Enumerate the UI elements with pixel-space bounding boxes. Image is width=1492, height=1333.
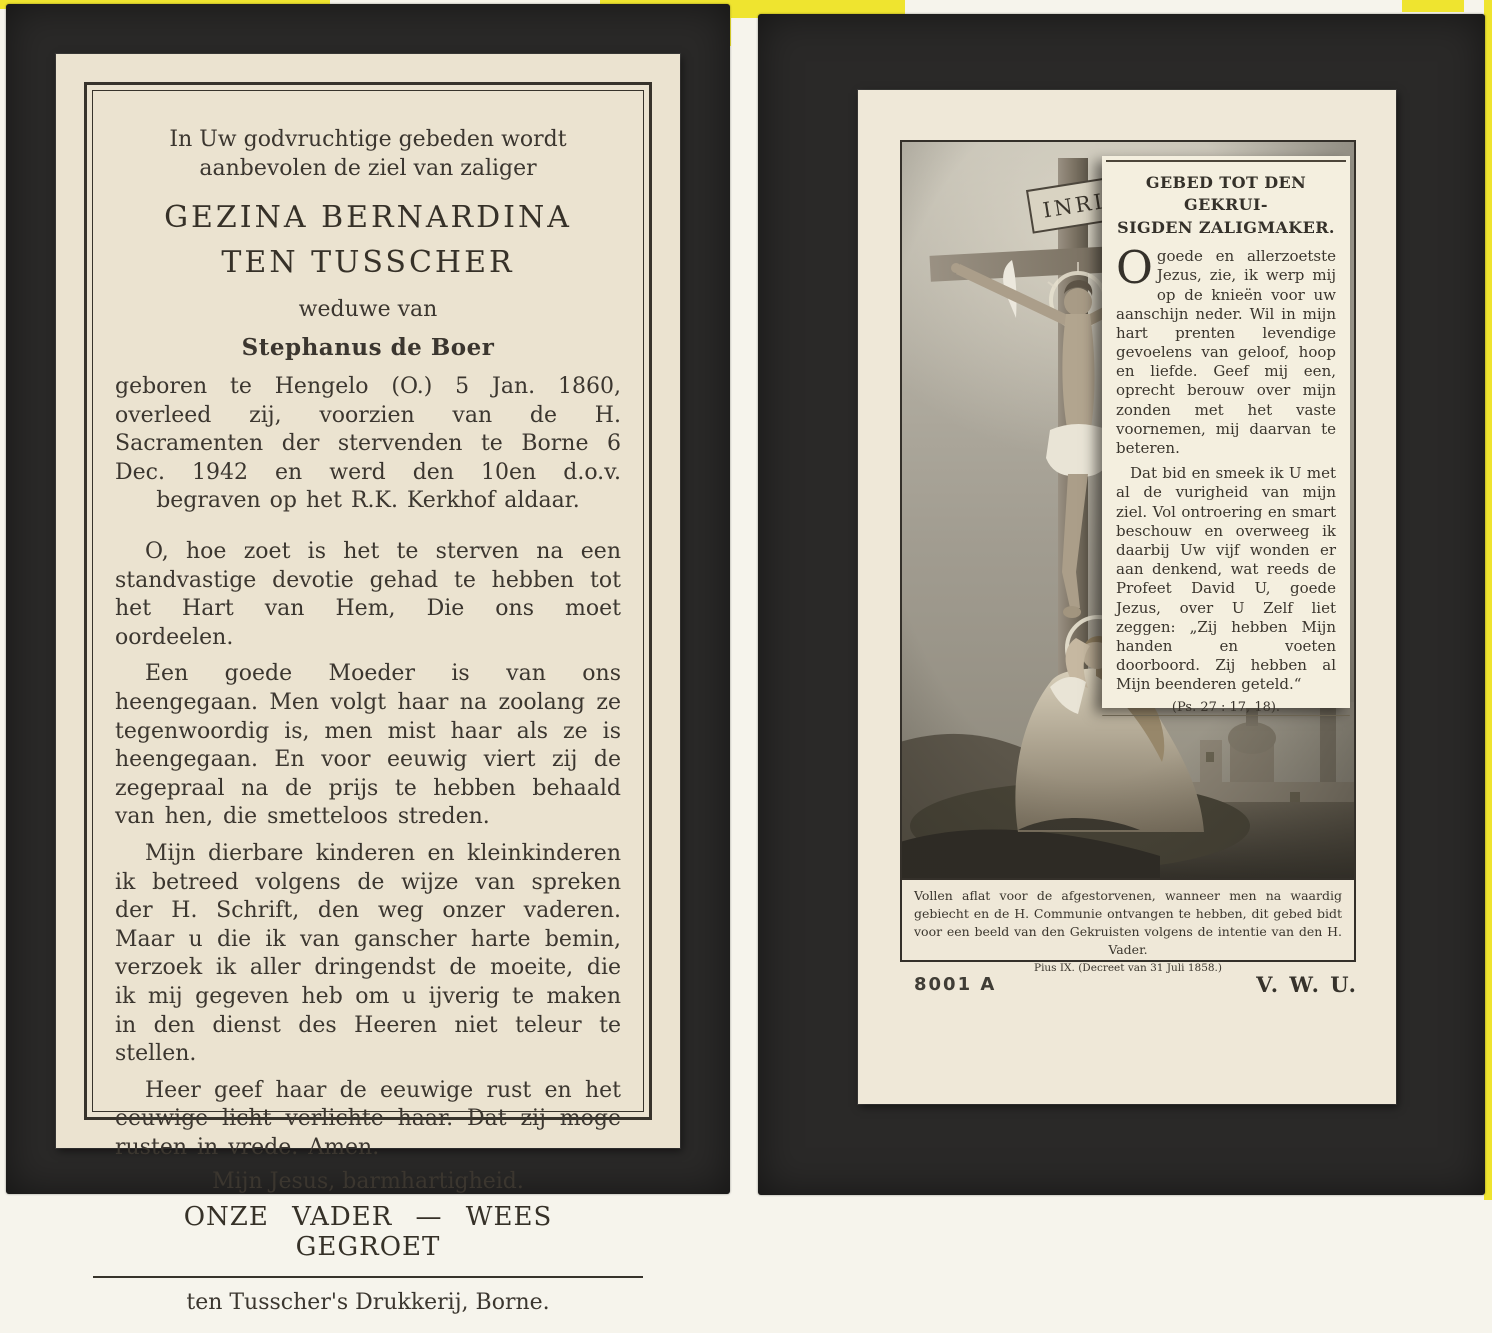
widow-label: weduwe van [298,297,438,323]
publisher-row [914,972,1358,997]
prayer-paragraph-1 [1102,239,1350,458]
memorial-paragraph: Heer geef haar de eeuwige rust en het eeuwige licht verlichte haar. Dat zij moge rusten in vrede. Amen. [115,1077,621,1160]
intro-text: In Uw godvruchtige gebeden wordt aanbevolen de ziel van zaliger [169,127,567,182]
front-paper [56,54,680,1315]
deceased-name-line1: GEZINA BERNARDINA [164,200,572,236]
prayers-line: ONZE VADER — WEES GEGROET [183,1201,553,1262]
memorial-paragraph: Mijn dierbare kinderen en kleinkinderen ik betreed volgens de wijze van spreken der H. Schrift, den weg onzer vaderen. Maar u die ik van ganscher harte bemin, verzoek ik aller dringendst de moeite, die ik mij gegeven heb om u ijverig te maken in den dienst des Heeren niet teleur te stellen. [115,840,621,1067]
prayer-scroll [1102,156,1350,716]
scroll-top-ornament [1106,160,1346,162]
ornamental-frame-inner [92,90,644,1315]
publisher-mark: V. W. U. [1256,972,1358,997]
scan-edge-artifact [1484,0,1492,1200]
drop-cap: O [1116,241,1153,295]
husband-name: Stephanus de Boer [241,334,495,362]
psalm-reference: (Ps. 27 : 17, 18). [1171,700,1281,716]
prayer-title-line1: GEBED TOT DEN GEKRUI- [1145,173,1307,215]
prayer-paragraph-2: Dat bid en smeek ik U met al de vurigheid van mijn ziel. Vol ontroering en smart beschouw en overweeg ik daarbij Uw vijf wonden er aan denkend, wat reeds de Profeet David U, goede Jezus, over U Zelf liet zeggen: „Zij hebben Mijn handen en voeten doorboord. Zij hebben al Mijn beenderen geteld.“ [1116,464,1336,694]
printer-credit: ten Tusscher's Drukkerij, Borne. [93,1276,643,1333]
prayer-text-1: goede en allerzoetste Jezus, zie, ik werp mij op de knieën voor uw aanschijn neder. Wil in mijn hart prenten levendige gevoelens van geloof, hoop en liefde. Geef mij een, oprecht berouw over mijn zonden met het vaste voornemen, mij daarvan te beteren. [1116,247,1336,458]
memorial-paragraph: Een goede Moeder is van ons heengegaan. Men volgt haar na zoolang ze tegenwoordig is, men mist haar als ze is heengegaan. En voor eeuwig viert zij de zegepraal na de prijs te hebben behaald van hen, die smetteloos streden. [115,661,621,830]
memorial-card-back [758,14,1485,1195]
indulgence-reference: Pius IX. (Decreet van 31 Juli 1858.) [1034,961,1222,974]
biography-text: geboren te Hengelo (O.) 5 Jan. 1860, overleed zij, voorzien van de H. Sacramenten der stervenden te Borne 6 Dec. 1942 en werd den 10en d.o.v. begraven op het R.K. Kerkhof aldaar. [115,374,621,514]
ornamental-frame-outer [84,82,652,1315]
mercy-invocation: Mijn Jesus, barmhartigheid. [212,1168,524,1194]
crucifixion-scene [902,142,1354,878]
deceased-name-line2: TEN TUSSCHER [221,245,515,281]
indulgence-text: Vollen aflat voor de afgestorvenen, wanneer men na waardig gebiecht en de H. Communie ontvangen te hebben, dit gebed bidt voor een beeld van den Gekruisten volgens de intentie van den H. Vader. [914,888,1342,958]
front-text-block [93,91,643,1262]
memorial-paragraph: O, hoe zoet is het te sterven na een standvastige devotie gehad te hebben tot het Hart van Hem, Die ons moet oordeelen. [115,539,621,650]
back-paper [858,90,1396,1104]
serial-number: 8001 A [914,974,997,995]
indulgence-caption [902,878,1354,974]
scan-edge-artifact [1402,0,1464,12]
memorial-card-front [6,4,730,1315]
prayer-title-line2: SIGDEN ZALIGMAKER. [1117,217,1335,237]
holy-picture-frame [900,140,1356,974]
